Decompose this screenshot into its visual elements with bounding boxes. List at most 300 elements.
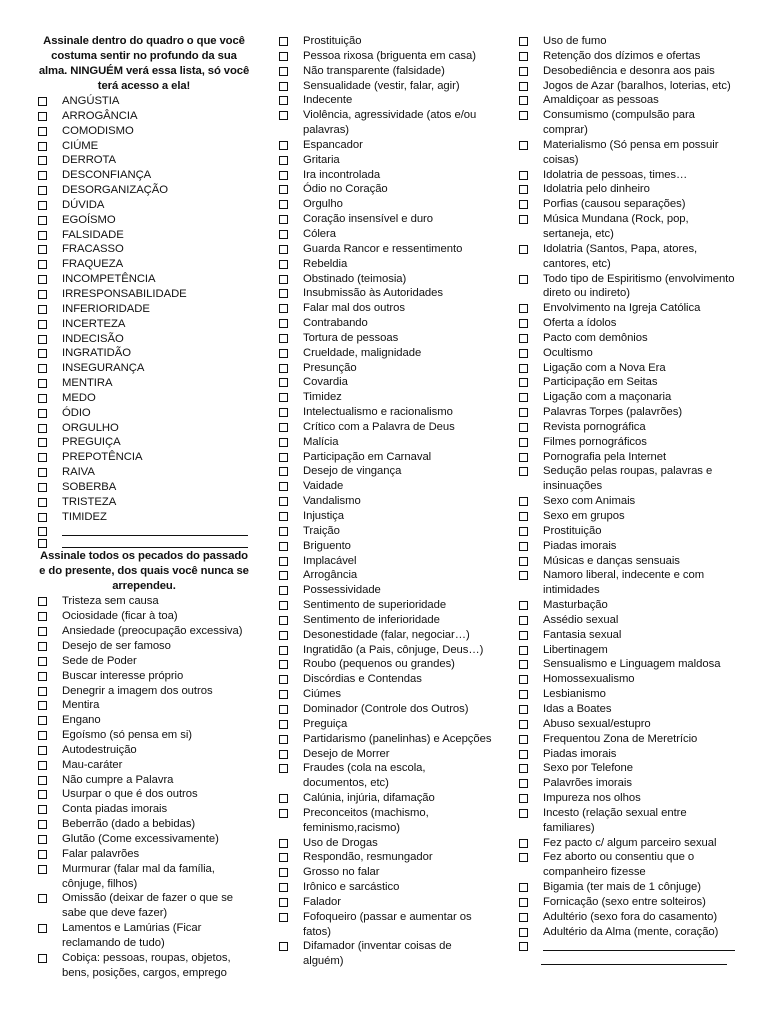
checkbox[interactable] [519,779,528,788]
checklist-item[interactable] [277,643,492,658]
checklist-item[interactable] [277,153,492,168]
checkbox[interactable] [519,913,528,922]
checklist-item[interactable] [277,687,492,702]
checklist-item[interactable] [36,684,252,699]
checkbox[interactable] [519,809,528,818]
checklist-item[interactable] [36,594,252,609]
checklist-item[interactable] [36,862,252,892]
checklist-item[interactable] [517,554,739,569]
checkbox[interactable] [519,705,528,714]
checkbox[interactable] [519,928,528,937]
checklist-item[interactable] [277,554,492,569]
checklist-item[interactable] [36,361,252,376]
checkbox[interactable] [38,409,47,418]
checklist-item[interactable] [36,698,252,713]
checkbox[interactable] [38,364,47,373]
checklist-item[interactable] [277,420,492,435]
checkbox[interactable] [519,646,528,655]
checklist-item[interactable] [36,832,252,847]
checklist-item[interactable] [277,761,492,791]
checkbox[interactable] [38,453,47,462]
checklist-item[interactable] [36,951,252,981]
checklist-item[interactable] [36,406,252,421]
checkbox[interactable] [519,497,528,506]
checklist-item[interactable] [277,93,492,108]
checklist-item[interactable] [277,182,492,197]
checklist-item[interactable] [36,198,252,213]
checkbox[interactable] [279,349,288,358]
checkbox[interactable] [519,750,528,759]
checkbox[interactable] [279,942,288,951]
checkbox[interactable] [279,839,288,848]
checkbox[interactable] [279,230,288,239]
checklist-item[interactable] [517,776,739,791]
checklist-item[interactable] [517,806,739,836]
checkbox[interactable] [38,805,47,814]
checkbox[interactable] [519,171,528,180]
checklist-item[interactable] [517,791,739,806]
checkbox[interactable] [279,185,288,194]
checklist-item[interactable] [517,34,739,49]
blank-item[interactable] [517,939,739,951]
checklist-item[interactable] [36,332,252,347]
checkbox[interactable] [279,171,288,180]
checklist-item[interactable] [517,539,739,554]
checklist-item[interactable] [517,316,739,331]
checklist-item[interactable] [36,302,252,317]
checklist-item[interactable] [277,34,492,49]
checklist-item[interactable] [36,421,252,436]
checkbox[interactable] [519,141,528,150]
checkbox[interactable] [38,865,47,874]
checkbox[interactable] [279,571,288,580]
checklist-item[interactable] [277,301,492,316]
checkbox[interactable] [279,690,288,699]
checklist-item[interactable] [36,713,252,728]
checklist-item[interactable] [517,138,739,168]
checklist-item[interactable] [517,687,739,702]
checkbox[interactable] [38,394,47,403]
checklist-item[interactable] [36,758,252,773]
checklist-item[interactable] [517,464,739,494]
checkbox[interactable] [38,438,47,447]
checkbox[interactable] [519,408,528,417]
checkbox[interactable] [38,290,47,299]
checklist-item[interactable] [277,717,492,732]
checklist-item[interactable] [277,494,492,509]
checkbox[interactable] [519,542,528,551]
checkbox[interactable] [279,809,288,818]
checklist-item[interactable] [517,910,739,925]
checkbox[interactable] [279,675,288,684]
checkbox[interactable] [38,894,47,903]
checkbox[interactable] [279,304,288,313]
checklist-item[interactable] [277,49,492,64]
checkbox[interactable] [519,675,528,684]
checklist-item[interactable] [277,628,492,643]
checkbox[interactable] [38,612,47,621]
checklist-item[interactable] [517,182,739,197]
checklist-item[interactable] [277,168,492,183]
checkbox[interactable] [279,750,288,759]
checkbox[interactable] [38,97,47,106]
checkbox[interactable] [279,141,288,150]
blank-line[interactable] [543,939,735,951]
checklist-item[interactable] [517,524,739,539]
checkbox[interactable] [38,776,47,785]
checkbox[interactable] [38,527,47,536]
checklist-item[interactable] [36,183,252,198]
checkbox[interactable] [38,335,47,344]
checklist-item[interactable] [517,405,739,420]
checklist-item[interactable] [517,494,739,509]
checkbox[interactable] [279,275,288,284]
checkbox[interactable] [519,942,528,951]
checkbox[interactable] [279,631,288,640]
checklist-item[interactable] [36,669,252,684]
checkbox[interactable] [38,260,47,269]
checkbox[interactable] [519,601,528,610]
checkbox[interactable] [279,156,288,165]
checkbox[interactable] [38,687,47,696]
checklist-item[interactable] [517,242,739,272]
checkbox[interactable] [519,660,528,669]
checklist-item[interactable] [517,272,739,302]
checklist-item[interactable] [277,450,492,465]
checklist-item[interactable] [277,257,492,272]
checklist-item[interactable] [517,836,739,851]
checkbox[interactable] [519,898,528,907]
checkbox[interactable] [519,200,528,209]
checkbox[interactable] [519,423,528,432]
checkbox[interactable] [279,794,288,803]
checklist-item[interactable] [36,654,252,669]
checkbox[interactable] [38,483,47,492]
checklist-item[interactable] [277,732,492,747]
checklist-item[interactable] [277,613,492,628]
checkbox[interactable] [519,794,528,803]
checkbox[interactable] [38,701,47,710]
checklist-item[interactable] [517,672,739,687]
checklist-item[interactable] [277,702,492,717]
checklist-item[interactable] [277,361,492,376]
checklist-item[interactable] [36,109,252,124]
checkbox[interactable] [38,216,47,225]
checklist-item[interactable] [36,228,252,243]
checkbox[interactable] [279,586,288,595]
checklist-item[interactable] [36,773,252,788]
checkbox[interactable] [519,527,528,536]
checkbox[interactable] [279,497,288,506]
checkbox[interactable] [279,527,288,536]
checklist-item[interactable] [36,465,252,480]
checklist-item[interactable] [277,405,492,420]
checkbox[interactable] [38,954,47,963]
checkbox[interactable] [279,453,288,462]
checklist-item[interactable] [277,657,492,672]
checkbox[interactable] [519,378,528,387]
checklist-item[interactable] [36,495,252,510]
checkbox[interactable] [38,716,47,725]
checkbox[interactable] [279,482,288,491]
checklist-item[interactable] [277,375,492,390]
checklist-item[interactable] [36,391,252,406]
checkbox[interactable] [519,883,528,892]
checkbox[interactable] [519,334,528,343]
checkbox[interactable] [279,289,288,298]
checkbox[interactable] [519,37,528,46]
checklist-item[interactable] [517,568,739,598]
checklist-item[interactable] [36,139,252,154]
checklist-item[interactable] [36,272,252,287]
checkbox[interactable] [279,616,288,625]
checklist-item[interactable] [277,464,492,479]
checklist-item[interactable] [277,435,492,450]
blank-item[interactable] [36,536,252,548]
checkbox[interactable] [38,790,47,799]
checkbox[interactable] [38,672,47,681]
checkbox[interactable] [279,245,288,254]
checkbox[interactable] [279,111,288,120]
checkbox[interactable] [279,215,288,224]
checkbox[interactable] [279,512,288,521]
checklist-item[interactable] [36,728,252,743]
checkbox[interactable] [519,96,528,105]
checklist-item[interactable] [277,524,492,539]
checkbox[interactable] [519,853,528,862]
checkbox[interactable] [279,423,288,432]
checklist-item[interactable] [277,865,492,880]
checklist-item[interactable] [517,450,739,465]
checklist-item[interactable] [36,257,252,272]
checklist-item[interactable] [36,921,252,951]
checkbox[interactable] [38,171,47,180]
checkbox[interactable] [279,438,288,447]
checkbox[interactable] [519,839,528,848]
checkbox[interactable] [38,127,47,136]
checkbox[interactable] [279,868,288,877]
checklist-item[interactable] [36,609,252,624]
checkbox[interactable] [38,275,47,284]
checkbox[interactable] [519,111,528,120]
checkbox[interactable] [38,761,47,770]
checkbox[interactable] [279,735,288,744]
checkbox[interactable] [279,37,288,46]
checklist-item[interactable] [36,242,252,257]
checklist-item[interactable] [36,435,252,450]
checkbox[interactable] [279,542,288,551]
checklist-item[interactable] [277,227,492,242]
checkbox[interactable] [279,913,288,922]
checklist-item[interactable] [517,761,739,776]
checkbox[interactable] [519,438,528,447]
checklist-item[interactable] [517,390,739,405]
checkbox[interactable] [38,468,47,477]
checkbox[interactable] [519,720,528,729]
checklist-item[interactable] [277,568,492,583]
checklist-item[interactable] [517,346,739,361]
checklist-item[interactable] [36,213,252,228]
checkbox[interactable] [519,82,528,91]
checkbox[interactable] [38,245,47,254]
checklist-item[interactable] [517,331,739,346]
checklist-item[interactable] [36,624,252,639]
checklist-item[interactable] [517,880,739,895]
blank-line-extra[interactable] [541,951,727,965]
checklist-item[interactable] [36,817,252,832]
checklist-item[interactable] [36,743,252,758]
checkbox[interactable] [279,52,288,61]
checkbox[interactable] [519,512,528,521]
checklist-item[interactable] [36,802,252,817]
checkbox[interactable] [38,731,47,740]
checkbox[interactable] [38,513,47,522]
checkbox[interactable] [38,746,47,755]
checklist-item[interactable] [277,583,492,598]
checklist-item[interactable] [517,375,739,390]
checklist-item[interactable] [517,93,739,108]
checkbox[interactable] [279,319,288,328]
checklist-item[interactable] [517,197,739,212]
checkbox[interactable] [38,820,47,829]
checkbox[interactable] [38,498,47,507]
checkbox[interactable] [519,349,528,358]
checklist-item[interactable] [277,138,492,153]
checklist-item[interactable] [277,212,492,227]
checklist-item[interactable] [277,672,492,687]
checkbox[interactable] [519,52,528,61]
checklist-item[interactable] [277,598,492,613]
checkbox[interactable] [519,393,528,402]
checklist-item[interactable] [517,509,739,524]
checklist-item[interactable] [517,657,739,672]
checklist-item[interactable] [517,925,739,940]
checkbox[interactable] [519,764,528,773]
checklist-item[interactable] [517,850,739,880]
checklist-item[interactable] [517,628,739,643]
checkbox[interactable] [279,200,288,209]
checkbox[interactable] [38,231,47,240]
checklist-item[interactable] [277,509,492,524]
checkbox[interactable] [38,597,47,606]
checkbox[interactable] [38,320,47,329]
checklist-item[interactable] [36,891,252,921]
checklist-item[interactable] [277,346,492,361]
checklist-item[interactable] [36,346,252,361]
checkbox[interactable] [38,627,47,636]
checklist-item[interactable] [277,791,492,806]
checklist-item[interactable] [36,153,252,168]
checklist-item[interactable] [517,895,739,910]
checklist-item[interactable] [277,836,492,851]
checklist-item[interactable] [36,94,252,109]
checklist-item[interactable] [277,539,492,554]
checkbox[interactable] [519,304,528,313]
checkbox[interactable] [519,735,528,744]
checklist-item[interactable] [277,64,492,79]
checklist-item[interactable] [36,639,252,654]
checkbox[interactable] [279,260,288,269]
checkbox[interactable] [519,245,528,254]
checklist-item[interactable] [36,124,252,139]
checkbox[interactable] [38,424,47,433]
checkbox[interactable] [279,408,288,417]
blank-item[interactable] [36,524,252,536]
checklist-item[interactable] [36,168,252,183]
checkbox[interactable] [279,660,288,669]
checklist-item[interactable] [517,732,739,747]
checklist-item[interactable] [36,847,252,862]
checkbox[interactable] [279,601,288,610]
checklist-item[interactable] [517,361,739,376]
checkbox[interactable] [38,305,47,314]
checklist-item[interactable] [277,895,492,910]
checklist-item[interactable] [517,420,739,435]
blank-line[interactable] [62,536,248,548]
checkbox[interactable] [38,539,47,548]
checklist-item[interactable] [36,480,252,495]
checklist-item[interactable] [36,450,252,465]
checkbox[interactable] [279,557,288,566]
checkbox[interactable] [38,657,47,666]
checkbox[interactable] [279,883,288,892]
checkbox[interactable] [519,631,528,640]
checklist-item[interactable] [517,212,739,242]
checklist-item[interactable] [277,108,492,138]
checklist-item[interactable] [36,510,252,525]
checkbox[interactable] [38,201,47,210]
checkbox[interactable] [279,467,288,476]
checklist-item[interactable] [517,435,739,450]
checkbox[interactable] [38,835,47,844]
checkbox[interactable] [279,646,288,655]
checklist-item[interactable] [277,880,492,895]
checkbox[interactable] [38,156,47,165]
checkbox[interactable] [279,705,288,714]
checklist-item[interactable] [277,331,492,346]
checkbox[interactable] [519,616,528,625]
checklist-item[interactable] [517,643,739,658]
checklist-item[interactable] [517,598,739,613]
checklist-item[interactable] [517,49,739,64]
checkbox[interactable] [279,67,288,76]
checkbox[interactable] [279,853,288,862]
checklist-item[interactable] [277,850,492,865]
checkbox[interactable] [279,393,288,402]
checkbox[interactable] [519,467,528,476]
checkbox[interactable] [519,275,528,284]
checkbox[interactable] [519,319,528,328]
checklist-item[interactable] [36,787,252,802]
checkbox[interactable] [519,557,528,566]
checkbox[interactable] [519,215,528,224]
checklist-item[interactable] [517,613,739,628]
checkbox[interactable] [38,642,47,651]
checkbox[interactable] [519,690,528,699]
checkbox[interactable] [279,764,288,773]
checklist-item[interactable] [517,64,739,79]
checklist-item[interactable] [517,168,739,183]
checkbox[interactable] [279,364,288,373]
checkbox[interactable] [279,96,288,105]
checklist-item[interactable] [277,479,492,494]
checkbox[interactable] [38,349,47,358]
checklist-item[interactable] [36,317,252,332]
checkbox[interactable] [38,850,47,859]
checkbox[interactable] [38,924,47,933]
checklist-item[interactable] [517,301,739,316]
checkbox[interactable] [519,453,528,462]
